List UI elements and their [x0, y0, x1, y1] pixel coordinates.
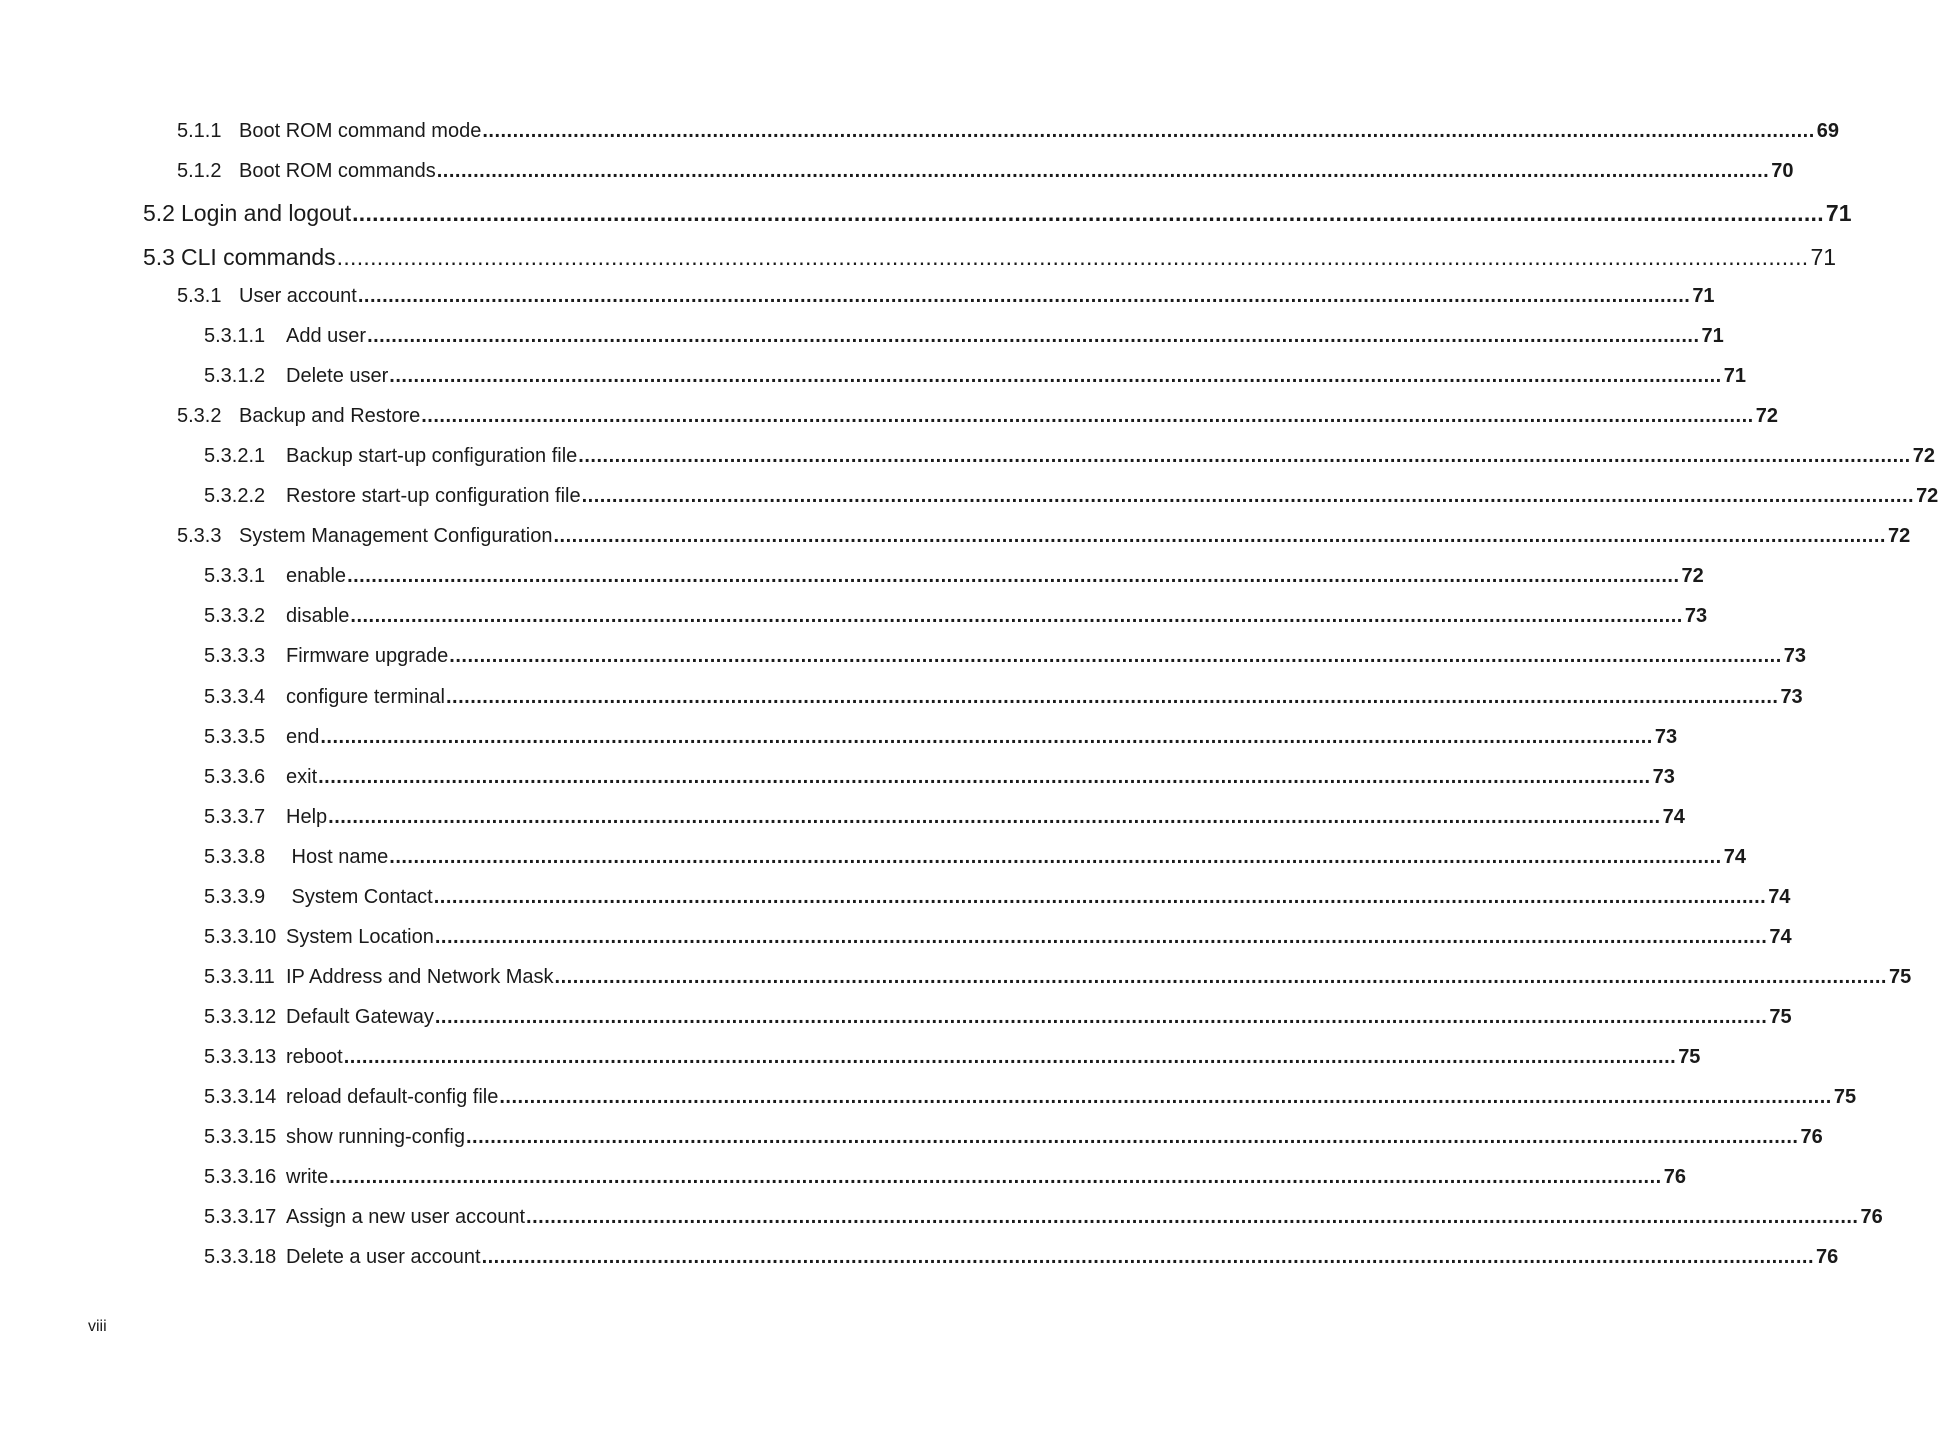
dot-leader: ............................................................................................................................................................................................................................ — [320, 726, 1653, 748]
toc-entry-number: 5.3.3.15 — [204, 1126, 277, 1148]
toc-entry-page-number: 76 — [1663, 1166, 1686, 1188]
toc-entry-page-number: 75 — [1833, 1086, 1857, 1108]
toc-entry[interactable] — [204, 1246, 1839, 1269]
dot-leader: ............................................................................................................................................................................................................................ — [449, 645, 1782, 667]
toc-entry[interactable] — [143, 244, 1837, 271]
dot-leader: ............................................................................................................................................................................................................................ — [318, 766, 1651, 788]
toc-entry[interactable] — [204, 726, 1678, 749]
toc-entry-page-number: 74 — [1768, 886, 1791, 908]
toc-entry-title: IP Address and Network Mask — [286, 966, 554, 988]
toc-entry-page-number: 71 — [1701, 325, 1724, 347]
toc-entry-number: 5.3.3.3 — [204, 645, 266, 667]
toc-entry-page-number: 71 — [1825, 200, 1852, 226]
toc-entry-page-number: 69 — [1816, 120, 1840, 142]
toc-entry-title: System Contact — [286, 886, 433, 908]
toc-entry-page-number: 75 — [1889, 966, 1912, 988]
toc-entry[interactable] — [177, 405, 1778, 428]
dot-leader: ............................................................................................................................................................................................................................ — [434, 1006, 1768, 1028]
toc-entry-number: 5.3.1 — [177, 285, 222, 307]
toc-entry-number: 5.3.3.12 — [204, 1006, 277, 1028]
dot-leader: ............................................................................................................................................................................................................................ — [481, 1246, 1815, 1268]
toc-entry-page-number: 74 — [1662, 806, 1685, 828]
toc-entry-title: User account — [239, 285, 357, 307]
toc-entry-number: 5.3.3.14 — [204, 1086, 277, 1108]
toc-entry-number: 5.3.1.2 — [204, 365, 266, 387]
toc-entry[interactable] — [204, 445, 1935, 468]
toc-entry-page-number: 75 — [1678, 1046, 1701, 1068]
toc-entry-title: System Management Configuration — [239, 525, 553, 547]
dot-leader: ............................................................................................................................................................................................................................ — [350, 605, 1683, 627]
dot-leader: ............................................................................................................................................................................................................................ — [343, 1046, 1677, 1068]
toc-entry-page-number: 71 — [1810, 244, 1837, 270]
toc-entry-number: 5.3.3.5 — [204, 726, 266, 748]
toc-entry-page-number: 71 — [1723, 365, 1746, 387]
toc-entry-title: Assign a new user account — [286, 1206, 526, 1228]
toc-entry-number: 5.3.3.6 — [204, 766, 266, 788]
toc-entry-number: 5.3.1.1 — [204, 325, 266, 347]
toc-entry-title: enable — [286, 565, 347, 587]
toc-entry-page-number: 76 — [1816, 1246, 1839, 1268]
toc-entry[interactable] — [204, 605, 1708, 628]
toc-entry[interactable] — [204, 1206, 1883, 1229]
toc-entry-page-number: 72 — [1912, 445, 1935, 467]
toc-entry[interactable] — [204, 806, 1685, 829]
toc-entry[interactable] — [177, 525, 1911, 548]
toc-entry-number: 5.3.3.8 — [204, 846, 266, 868]
toc-entry-title: Delete a user account — [286, 1246, 481, 1268]
toc-entry-title: Delete user — [286, 365, 389, 387]
toc-entry-number: 5.3.3.1 — [204, 565, 266, 587]
toc-entry-title: reboot — [286, 1046, 343, 1068]
toc-entry[interactable] — [204, 485, 1938, 508]
toc-entry[interactable] — [204, 1126, 1823, 1149]
toc-entry-page-number: 73 — [1654, 726, 1678, 748]
dot-leader: ............................................................................................................................................................................................................................ — [482, 120, 1815, 142]
toc-entry-number: 5.3.3.10 — [204, 926, 277, 948]
toc-entry[interactable] — [177, 160, 1794, 183]
toc-entry-title: Add user — [286, 325, 367, 347]
toc-entry-number: 5.3.3.4 — [204, 686, 266, 708]
toc-entry[interactable] — [204, 645, 1807, 668]
toc-entry-number: 5.1.1 — [177, 120, 222, 142]
toc-entry-title: CLI commands — [180, 244, 336, 270]
toc-entry-title: disable — [286, 605, 350, 627]
toc-entry-title: Default Gateway — [286, 1006, 434, 1028]
dot-leader: ............................................................................................................................................................................................................................ — [389, 846, 1722, 868]
toc-entry-number: 5.3.3.16 — [204, 1166, 277, 1188]
dot-leader: ............................................................................................................................................................................................................................ — [328, 806, 1661, 828]
toc-entry[interactable] — [204, 1166, 1686, 1189]
toc-entry-number: 5.2 — [143, 200, 175, 226]
dot-leader: ............................................................................................................................................................................................................................ — [436, 160, 1770, 182]
dot-leader: ............................................................................................................................................................................................................................ — [554, 966, 1887, 988]
toc-entry-number: 5.3.2.2 — [204, 485, 266, 507]
toc-entry-page-number: 73 — [1684, 605, 1708, 627]
toc-entry[interactable] — [204, 325, 1724, 348]
page-folio: viii — [88, 1318, 107, 1335]
toc-entry[interactable] — [143, 200, 1852, 227]
toc-entry-page-number: 71 — [1692, 285, 1715, 307]
toc-entry-page-number: 76 — [1860, 1206, 1883, 1228]
dot-leader: ............................................................................................................................................................................................................................ — [352, 200, 1824, 226]
toc-entry-number: 5.3.3.17 — [204, 1206, 277, 1228]
toc-entry[interactable] — [204, 886, 1791, 909]
toc-entry-title: Restore start-up configuration file — [286, 485, 581, 507]
dot-leader: ............................................................................................................................................................................................................................ — [499, 1086, 1832, 1108]
toc-entry-number: 5.3.3.18 — [204, 1246, 277, 1268]
toc-entry-page-number: 76 — [1800, 1126, 1823, 1148]
toc-entry[interactable] — [204, 1006, 1792, 1029]
toc-entry[interactable] — [204, 926, 1792, 949]
dot-leader: ............................................................................................................................................................................................................................ — [367, 325, 1700, 347]
toc-entry[interactable] — [204, 766, 1675, 789]
dot-leader: ............................................................................................................................................................................................................................ — [336, 244, 1809, 270]
toc-entry-page-number: 73 — [1783, 645, 1807, 667]
toc-entry-number: 5.3.3.7 — [204, 806, 266, 828]
toc-entry-page-number: 74 — [1723, 846, 1746, 868]
toc-entry-number: 5.3.3.9 — [204, 886, 266, 908]
toc-entry[interactable] — [204, 365, 1746, 388]
toc-entry-title: Boot ROM command mode — [239, 120, 482, 142]
toc-entry[interactable] — [204, 966, 1912, 989]
toc-entry-page-number: 72 — [1755, 405, 1778, 427]
toc-entry[interactable] — [177, 120, 1840, 143]
dot-leader: ............................................................................................................................................................................................................................ — [526, 1206, 1859, 1228]
dot-leader: ............................................................................................................................................................................................................................ — [347, 565, 1680, 587]
toc-entry-number: 5.3.3 — [177, 525, 222, 547]
dot-leader: ............................................................................................................................................................................................................................ — [581, 485, 1915, 507]
toc-entry-page-number: 75 — [1769, 1006, 1792, 1028]
dot-leader: ............................................................................................................................................................................................................................ — [578, 445, 1911, 467]
toc-entry[interactable] — [204, 565, 1704, 588]
toc-entry-title: Host name — [286, 846, 389, 868]
toc-entry-number: 5.3.3.11 — [204, 966, 275, 988]
toc-entry[interactable] — [204, 846, 1746, 869]
dot-leader: ............................................................................................................................................................................................................................ — [421, 405, 1754, 427]
dot-leader: ............................................................................................................................................................................................................................ — [466, 1126, 1799, 1148]
toc-entry-page-number: 73 — [1652, 766, 1675, 788]
toc-entry-title: reload default-config file — [286, 1086, 499, 1108]
toc-entry-page-number: 70 — [1771, 160, 1794, 182]
toc-entry-title: Login and logout — [180, 200, 352, 226]
dot-leader: ............................................................................................................................................................................................................................ — [389, 365, 1722, 387]
toc-entry-title: Backup and Restore — [239, 405, 421, 427]
toc-entry-title: Firmware upgrade — [286, 645, 449, 667]
toc-entry-number: 5.1.2 — [177, 160, 222, 182]
toc-entry[interactable] — [177, 285, 1715, 308]
toc-entry-number: 5.3.3.13 — [204, 1046, 277, 1068]
toc-entry-number: 5.3.3.2 — [204, 605, 266, 627]
dot-leader: ............................................................................................................................................................................................................................ — [434, 926, 1768, 948]
dot-leader: ............................................................................................................................................................................................................................ — [553, 525, 1886, 547]
toc-entry[interactable] — [204, 1046, 1701, 1069]
toc-entry-page-number: 72 — [1916, 485, 1938, 507]
toc-entry-title: write — [286, 1166, 329, 1188]
toc-entry-page-number: 74 — [1769, 926, 1792, 948]
toc-entry[interactable] — [204, 686, 1803, 709]
toc-entry-page-number: 72 — [1887, 525, 1911, 547]
toc-entry-title: show running-config — [286, 1126, 465, 1148]
dot-leader: ............................................................................................................................................................................................................................ — [445, 686, 1779, 708]
toc-entry-title: configure terminal — [286, 686, 445, 708]
dot-leader: ............................................................................................................................................................................................................................ — [329, 1166, 1662, 1188]
toc-entry-number: 5.3.2.1 — [204, 445, 266, 467]
toc-entry-title: exit — [286, 766, 318, 788]
toc-entry-title: Boot ROM commands — [239, 160, 436, 182]
toc-entry-title: System Location — [286, 926, 434, 948]
toc-entry-number: 5.3 — [143, 244, 175, 270]
dot-leader: ............................................................................................................................................................................................................................ — [433, 886, 1767, 908]
toc-entry-title: Help — [286, 806, 328, 828]
toc-entry-page-number: 73 — [1780, 686, 1803, 708]
dot-leader: ............................................................................................................................................................................................................................ — [357, 285, 1691, 307]
toc-entry[interactable] — [204, 1086, 1857, 1109]
toc-entry-number: 5.3.2 — [177, 405, 222, 427]
toc-entry-title: end — [286, 726, 320, 748]
toc-entry-page-number: 72 — [1681, 565, 1704, 587]
toc-entry-title: Backup start-up configuration file — [286, 445, 578, 467]
